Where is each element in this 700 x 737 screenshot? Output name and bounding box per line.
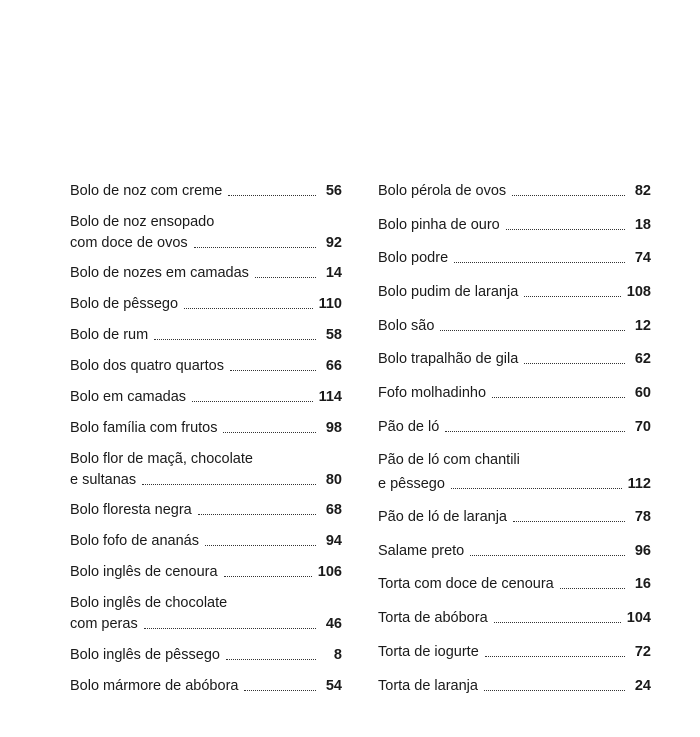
entry-title: Bolo são bbox=[378, 318, 435, 334]
index-entry bbox=[378, 248, 651, 268]
dot-leader bbox=[485, 656, 625, 657]
page-number: 56 bbox=[325, 183, 342, 199]
entry-title: Bolo floresta negra bbox=[70, 502, 192, 518]
page-number: 80 bbox=[325, 472, 342, 488]
entry-title: Bolo de rum bbox=[70, 327, 149, 343]
entry-title: Salame preto bbox=[378, 543, 465, 559]
page-number: 110 bbox=[318, 296, 342, 312]
page-number: 70 bbox=[634, 419, 651, 435]
page-number: 94 bbox=[325, 533, 342, 549]
index-entry bbox=[378, 417, 651, 437]
entry-title-line2: e pêssego bbox=[378, 476, 445, 492]
entry-title: Bolo família com frutos bbox=[70, 420, 218, 436]
dot-leader bbox=[512, 195, 625, 196]
entry-title-line1: Pão de ló com chantili bbox=[378, 452, 520, 468]
index-entry bbox=[378, 676, 651, 696]
page-number: 112 bbox=[627, 476, 651, 492]
entry-row bbox=[70, 325, 342, 345]
entry-title: Bolo mármore de abóbora bbox=[70, 678, 239, 694]
dot-leader bbox=[492, 397, 625, 398]
index-entry bbox=[378, 215, 651, 235]
page-number: 60 bbox=[634, 385, 651, 401]
entry-row bbox=[378, 316, 651, 336]
entry-title: Bolo de noz com creme bbox=[70, 183, 223, 199]
page-number: 24 bbox=[634, 678, 651, 694]
index-entry bbox=[70, 645, 342, 665]
entry-row bbox=[378, 383, 651, 403]
index-entry bbox=[378, 450, 651, 494]
entry-row bbox=[70, 263, 342, 283]
dot-leader bbox=[144, 628, 316, 629]
index-entry bbox=[70, 418, 342, 438]
entry-title: Bolo trapalhão de gila bbox=[378, 351, 519, 367]
page-number: 58 bbox=[325, 327, 342, 343]
entry-row bbox=[70, 531, 342, 551]
entry-title: Bolo pérola de ovos bbox=[378, 183, 507, 199]
entry-row bbox=[378, 676, 651, 696]
index-entry bbox=[70, 387, 342, 407]
entry-title: Bolo inglês de cenoura bbox=[70, 564, 218, 580]
page-number: 114 bbox=[318, 389, 342, 405]
dot-leader bbox=[244, 690, 316, 691]
index-entry bbox=[378, 181, 651, 201]
page-number: 96 bbox=[634, 543, 651, 559]
dot-leader bbox=[451, 488, 622, 489]
dot-leader bbox=[230, 370, 316, 371]
entry-row bbox=[378, 474, 651, 494]
entry-title: Torta de abóbora bbox=[378, 610, 488, 626]
dot-leader bbox=[198, 514, 316, 515]
page-number: 46 bbox=[325, 616, 342, 632]
entry-row bbox=[70, 356, 342, 376]
dot-leader bbox=[223, 432, 316, 433]
entry-title: Torta com doce de cenoura bbox=[378, 576, 554, 592]
entry-row bbox=[70, 181, 342, 201]
index-entry bbox=[378, 383, 651, 403]
page-number: 104 bbox=[626, 610, 651, 626]
index-entry bbox=[378, 282, 651, 302]
page-number: 12 bbox=[634, 318, 651, 334]
dot-leader bbox=[192, 401, 313, 402]
entry-title: Torta de laranja bbox=[378, 678, 478, 694]
entry-row bbox=[378, 417, 651, 437]
page-number: 8 bbox=[333, 647, 342, 663]
entry-row bbox=[70, 233, 342, 253]
index-entry bbox=[70, 531, 342, 551]
entry-row bbox=[378, 608, 651, 628]
index-entry bbox=[378, 316, 651, 336]
index-entry bbox=[70, 294, 342, 314]
index-entry bbox=[70, 562, 342, 582]
entry-title: Pão de ló bbox=[378, 419, 440, 435]
index-entry bbox=[70, 181, 342, 201]
dot-leader bbox=[205, 545, 316, 546]
index-entry bbox=[378, 507, 651, 527]
page-number: 82 bbox=[634, 183, 651, 199]
entry-title: Bolo podre bbox=[378, 250, 449, 266]
index-entry bbox=[70, 500, 342, 520]
entry-row bbox=[70, 645, 342, 665]
page-number: 66 bbox=[325, 358, 342, 374]
entry-row bbox=[70, 418, 342, 438]
entry-row bbox=[378, 215, 651, 235]
entry-row bbox=[378, 181, 651, 201]
index-entry bbox=[70, 325, 342, 345]
page-number: 68 bbox=[325, 502, 342, 518]
page-number: 62 bbox=[634, 351, 651, 367]
entry-title: Pão de ló de laranja bbox=[378, 509, 507, 525]
entry-row bbox=[70, 562, 342, 582]
entry-title: Bolo dos quatro quartos bbox=[70, 358, 224, 374]
entry-title-line2: e sultanas bbox=[70, 472, 137, 488]
dot-leader bbox=[484, 690, 625, 691]
page-number: 98 bbox=[325, 420, 342, 436]
dot-leader bbox=[513, 521, 625, 522]
entry-row bbox=[70, 676, 342, 696]
dot-leader bbox=[470, 555, 625, 556]
dot-leader bbox=[194, 247, 316, 248]
entry-row bbox=[378, 642, 651, 662]
dot-leader bbox=[506, 229, 625, 230]
page-number: 54 bbox=[325, 678, 342, 694]
dot-leader bbox=[440, 330, 625, 331]
entry-title-line1: Bolo inglês de chocolate bbox=[70, 595, 228, 611]
index-entry bbox=[70, 212, 342, 253]
index-entry bbox=[70, 676, 342, 696]
dot-leader bbox=[184, 308, 313, 309]
page-number: 92 bbox=[325, 235, 342, 251]
page-number: 72 bbox=[634, 644, 651, 660]
entry-row bbox=[378, 282, 651, 302]
entry-row bbox=[70, 294, 342, 314]
entry-title: Bolo de pêssego bbox=[70, 296, 179, 312]
index-entry bbox=[70, 263, 342, 283]
dot-leader bbox=[142, 484, 316, 485]
dot-leader bbox=[154, 339, 316, 340]
entry-title-line1: Bolo de noz ensopado bbox=[70, 214, 215, 230]
entry-title: Bolo em camadas bbox=[70, 389, 187, 405]
entry-title: Fofo molhadinho bbox=[378, 385, 487, 401]
entry-row bbox=[378, 574, 651, 594]
entry-row bbox=[378, 541, 651, 561]
entry-title: Bolo inglês de pêssego bbox=[70, 647, 220, 663]
entry-title-line2: com doce de ovos bbox=[70, 235, 188, 251]
index-entry bbox=[378, 642, 651, 662]
entry-title: Bolo pinha de ouro bbox=[378, 217, 500, 233]
page-number: 78 bbox=[634, 509, 651, 525]
page-number: 74 bbox=[634, 250, 651, 266]
dot-leader bbox=[255, 277, 316, 278]
dot-leader bbox=[228, 195, 316, 196]
entry-row bbox=[70, 500, 342, 520]
page-number: 18 bbox=[634, 217, 651, 233]
entry-title: Bolo de nozes em camadas bbox=[70, 265, 249, 281]
page-number: 106 bbox=[317, 564, 342, 580]
dot-leader bbox=[524, 363, 625, 364]
entry-title-line1: Bolo flor de maçã, chocolate bbox=[70, 451, 253, 467]
entry-title: Bolo fofo de ananás bbox=[70, 533, 199, 549]
index-entry bbox=[378, 608, 651, 628]
entry-row bbox=[378, 349, 651, 369]
dot-leader bbox=[224, 576, 312, 577]
dot-leader bbox=[454, 262, 625, 263]
entry-row bbox=[378, 248, 651, 268]
entry-row bbox=[70, 470, 342, 490]
dot-leader bbox=[524, 296, 621, 297]
entry-row bbox=[70, 387, 342, 407]
dot-leader bbox=[560, 588, 625, 589]
index-entry bbox=[70, 449, 342, 490]
dot-leader bbox=[445, 431, 625, 432]
index-entry bbox=[378, 349, 651, 369]
index-entry bbox=[378, 541, 651, 561]
entry-title: Torta de iogurte bbox=[378, 644, 479, 660]
index-entry bbox=[70, 356, 342, 376]
entry-title-line2: com peras bbox=[70, 616, 138, 632]
index-entry bbox=[70, 593, 342, 634]
index-entry bbox=[378, 574, 651, 594]
page-number: 108 bbox=[626, 284, 651, 300]
entry-row bbox=[70, 614, 342, 634]
page-number: 14 bbox=[325, 265, 342, 281]
entry-title: Bolo pudim de laranja bbox=[378, 284, 519, 300]
dot-leader bbox=[226, 659, 316, 660]
dot-leader bbox=[494, 622, 621, 623]
page-number: 16 bbox=[634, 576, 651, 592]
entry-row bbox=[378, 507, 651, 527]
